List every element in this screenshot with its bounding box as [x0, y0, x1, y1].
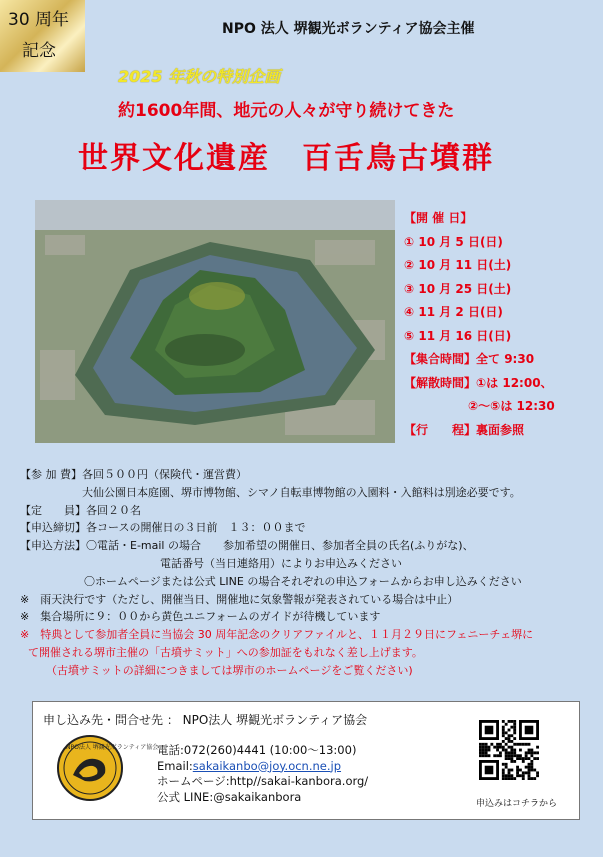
badge-line1: 30 周年 [8, 10, 70, 30]
method-row [20, 537, 590, 555]
qr-code-icon[interactable] [479, 720, 539, 780]
course-value: 裏面参照 [476, 422, 525, 437]
date-item [404, 278, 555, 302]
date-text: 10 月 11 日(土) [418, 258, 512, 272]
date-number: ② [404, 258, 415, 272]
date-text: 11 月 2 日(日) [418, 305, 503, 319]
dates-label: 【開 催 日】 [404, 211, 473, 225]
note-bonus-3: （古墳サミットの詳細につきましては堺市のホームページをご覧ください) [46, 663, 413, 677]
email-link[interactable]: sakaikanbo@joy.ocn.ne.jp [192, 758, 342, 773]
course-info [404, 419, 555, 443]
contact-email-row [157, 759, 368, 775]
note-rain: ※ 雨天決行です（ただし、開催当日、開催地に気象警報が発表されている場合は中止） [20, 592, 459, 606]
contact-title: 申し込み先・問合せ先 ： NPO法人 堺観光ボランティア協会 [43, 713, 368, 727]
contact-phone: 電話:072(260)4441 (10:00～13:00) [157, 743, 357, 757]
meet-time [404, 348, 555, 372]
contact-details [157, 743, 368, 805]
contact-homepage[interactable]: ホームページ:http//sakai-kanbora.org/ [157, 774, 369, 788]
date-text: 11 月 16 日(日) [418, 328, 512, 343]
meet-value: 全て 9:30 [476, 352, 535, 366]
deadline-value: 各コースの開催日の３日前 １３：００まで [86, 521, 306, 535]
email-label: Email: [157, 758, 193, 773]
contact-box [32, 701, 580, 820]
method-phone-email: 〇電話・E-mail の場合 参加希望の開催日、参加者全員の氏名(ふりがな)、 [86, 539, 474, 553]
kofun-aerial-photo [35, 200, 395, 443]
aerial-illustration [35, 200, 395, 443]
capacity-row [20, 502, 590, 520]
anniversary-badge [0, 0, 85, 72]
course-label: 【行 程】 [404, 422, 477, 437]
method-web-line: 〇ホームページまたは公式 LINE の場合それぞれの申込フォームからお申し込みください [84, 574, 522, 588]
fee-row [20, 466, 590, 484]
page-title: 世界文化遺産 百舌鳥古墳群 [78, 141, 494, 176]
date-number: ① [404, 234, 415, 249]
method-label: 【申込方法】 [20, 539, 86, 553]
date-item [404, 301, 555, 325]
capacity-value: 各回２０名 [86, 503, 141, 517]
fee-label: 【参 加 費】 [20, 468, 82, 481]
deadline-row [20, 519, 590, 537]
note-bonus-2: て開催される堺市主催の「古墳サミット」への参加証をもれなく差し上げます。 [28, 645, 423, 659]
dismiss-time-2 [404, 395, 555, 419]
date-number: ③ [404, 281, 415, 296]
organization-logo [57, 735, 159, 801]
date-text: 10 月 25 日(土) [418, 281, 512, 296]
date-number: ④ [404, 305, 415, 319]
date-number: ⑤ [404, 328, 415, 343]
contact-line: 公式 LINE:@sakaikanbora [157, 789, 302, 804]
note-meeting: ※ 集合場所に９：００から黄色ユニフォームのガイドが待機しています [20, 610, 381, 624]
note-bonus-1: ※ 特典として参加者全員に当協会 30 周年記念のクリアファイルと、１１月２９日にフェニーチェ堺に [20, 628, 534, 642]
date-item [404, 231, 555, 255]
date-text: 10 月 5 日(日) [418, 234, 503, 249]
date-item [404, 254, 555, 278]
subtitle: 約1600年間、地元の人々が守り続けてきた [118, 101, 455, 121]
host-organization: NPO 法人 堺観光ボランティア協会主催 [222, 21, 475, 37]
fee-note: 大仙公園日本庭園、堺市博物館、シマノ自転車博物館の入園料・入館料は別途必要です。 [82, 485, 521, 499]
dismiss-value-2: ②～⑤は 12:30 [468, 399, 555, 413]
deadline-label: 【申込締切】 [20, 521, 86, 535]
details-section [20, 466, 590, 680]
qr-code-graphic [479, 720, 539, 780]
date-item [404, 325, 555, 349]
logo-text: NPO法人 堺観光ボランティア協会 [66, 744, 159, 751]
fee-value: 各回５００円（保険代・運営費） [82, 468, 247, 481]
meet-label: 【集合時間】 [404, 352, 477, 366]
special-event-label: 2025 年秋の特別企画 [118, 67, 281, 86]
capacity-label: 【定 員】 [20, 503, 86, 517]
dismiss-time [404, 372, 555, 396]
badge-line2: 記念 [22, 41, 56, 61]
schedule-panel [404, 207, 555, 442]
dismiss-value-1: ①は 12:00、 [476, 375, 553, 390]
dismiss-label: 【解散時間】 [404, 375, 477, 390]
method-phone-email-2: 電話番号（当日連絡用）によりお申込みください [160, 556, 402, 570]
qr-label: 申込みはコチラから [476, 799, 558, 809]
logo-emblem-icon [59, 737, 121, 799]
